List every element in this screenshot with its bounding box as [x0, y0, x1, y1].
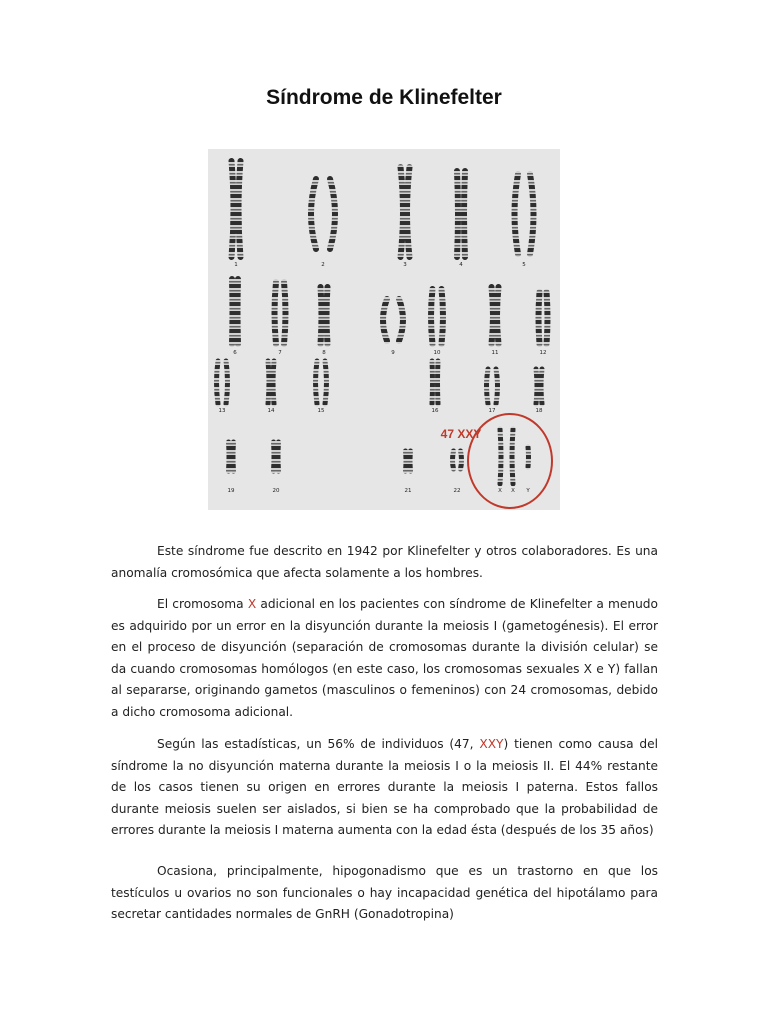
chromosome-17-2 [496, 369, 498, 404]
chromosome-label: Y [526, 488, 530, 494]
chromosome-label: 11 [491, 350, 499, 356]
chromosome-label: 1 [234, 262, 238, 268]
karyotype-annotation: 47 XXY [440, 427, 482, 441]
chromosome-label: 12 [539, 350, 547, 356]
chromosome-1-2 [239, 161, 241, 257]
chromosome-label: 5 [522, 262, 526, 268]
chromosome-10-1 [431, 289, 433, 344]
chromosome-15-2 [325, 361, 327, 404]
chromosome-7-2 [284, 282, 286, 344]
chromosome-14-2 [273, 361, 274, 404]
chromosome-20-1 [274, 442, 275, 471]
chromosome-12-1 [539, 292, 540, 344]
chromosome-label: 7 [278, 350, 282, 356]
paragraph-3: Según las estadísticas, un 56% de individuos (47, XXY) tienen como causa del síndrome la no disyunción materna durante la meiosis I o la meiosis II. El 44% restante de los casos tienen su origen en errores durante la meiosis I paterna. Estos fallos durante meiosis suelen ser aislados, si bien se ha comprobado que la probabilidad de errores durante la meiosis I materna aumenta con la edad ésta (después de los 35 años) [111, 737, 658, 837]
chromosome-label: X [498, 488, 502, 494]
chromosome-label: 22 [453, 488, 461, 494]
chromosome-18-1 [536, 369, 537, 404]
chromosome-11-2 [497, 287, 499, 344]
page-title: Síndrome de Klinefelter [266, 86, 502, 109]
chromosome-label: X [511, 488, 515, 494]
karyotype-image [208, 149, 560, 510]
chromosome-8-1 [321, 287, 322, 344]
highlighted-x: X [247, 597, 257, 611]
chromosome-label: 18 [535, 408, 543, 414]
chromosome-label: 10 [433, 350, 441, 356]
chromosome-3-1 [401, 167, 404, 257]
chromosome-17-1 [487, 369, 489, 404]
chromosome-5-1 [515, 174, 519, 254]
chromosome-label: 4 [459, 262, 463, 268]
chromosome-label: 2 [321, 262, 325, 268]
chromosome-4-1 [457, 171, 458, 257]
chromosome-x-1 [512, 429, 513, 484]
chromosome-label: 6 [233, 350, 237, 356]
chromosome-6-2 [238, 279, 239, 344]
chromosome-label: 3 [403, 262, 407, 268]
chromosome-6-1 [232, 279, 233, 344]
paragraph-1: Este síndrome fue descrito en 1942 por Klinefelter y otros colaboradores. Es una anomalía cromosómica que afecta solamente a los hombres. [111, 544, 658, 580]
chromosome-16-2 [438, 361, 439, 404]
chromosome-label: 9 [391, 350, 395, 356]
chromosome-5-2 [530, 174, 534, 254]
chromosome-22-2 [461, 451, 462, 469]
chromosome-label: 20 [272, 488, 280, 494]
highlighted-xxy: XXY [479, 737, 504, 751]
chromosome-16-1 [432, 361, 433, 404]
chromosome-19-1 [229, 442, 230, 471]
chromosome-14-1 [268, 361, 269, 404]
chromosome-label: 13 [218, 408, 226, 414]
chromosome-y-1 [528, 447, 529, 467]
chromosome-10-2 [442, 289, 444, 344]
paragraph-2: El cromosoma X adicional en los pacientes con síndrome de Klinefelter a menudo es adquirido por un error en la disyunción durante la meiosis I (gametogénesis). El error en el proceso de disyunción (separación de cromosomas durante la división celular) se da cuando cromosomas homólogos (en este caso, los cromosomas sexuales X e Y) fallan al separarse, originando gametos (masculinos o femeninos) con 24 cromosomas, debido a dicho cromosoma adicional. [111, 597, 658, 719]
chromosome-label: 17 [488, 408, 496, 414]
chromosome-x-1 [500, 429, 501, 484]
chromosome-label: 16 [431, 408, 439, 414]
chromosome-label: 15 [317, 408, 325, 414]
paragraph-4: Ocasiona, principalmente, hipogonadismo que es un trastorno en que los testículos u ovarios no son funcionales o hay incapacidad genética del hipotálamo para secretar cantidades normales de GnRH (Gonadotropina) [111, 864, 658, 921]
chromosome-22-1 [453, 451, 454, 469]
chromosome-15-1 [316, 361, 318, 404]
chromosome-3-2 [407, 167, 410, 257]
chromosome-label: 19 [227, 488, 235, 494]
chromosome-20-2 [278, 442, 279, 471]
chromosome-11-1 [492, 287, 494, 344]
chromosome-8-2 [327, 287, 328, 344]
chromosome-label: 8 [322, 350, 326, 356]
chromosome-19-2 [233, 442, 234, 471]
chromosome-21-1 [406, 451, 407, 471]
chromosome-21-2 [410, 451, 411, 471]
chromosome-label: 21 [404, 488, 412, 494]
chromosome-12-2 [547, 292, 548, 344]
chromosome-18-2 [541, 369, 542, 404]
chromosome-13-1 [217, 361, 219, 404]
chromosome-1-1 [232, 161, 234, 257]
chromosome-4-2 [464, 171, 465, 257]
chromosome-label: 14 [267, 408, 275, 414]
chromosome-7-1 [275, 282, 277, 344]
chromosome-13-2 [226, 361, 228, 404]
